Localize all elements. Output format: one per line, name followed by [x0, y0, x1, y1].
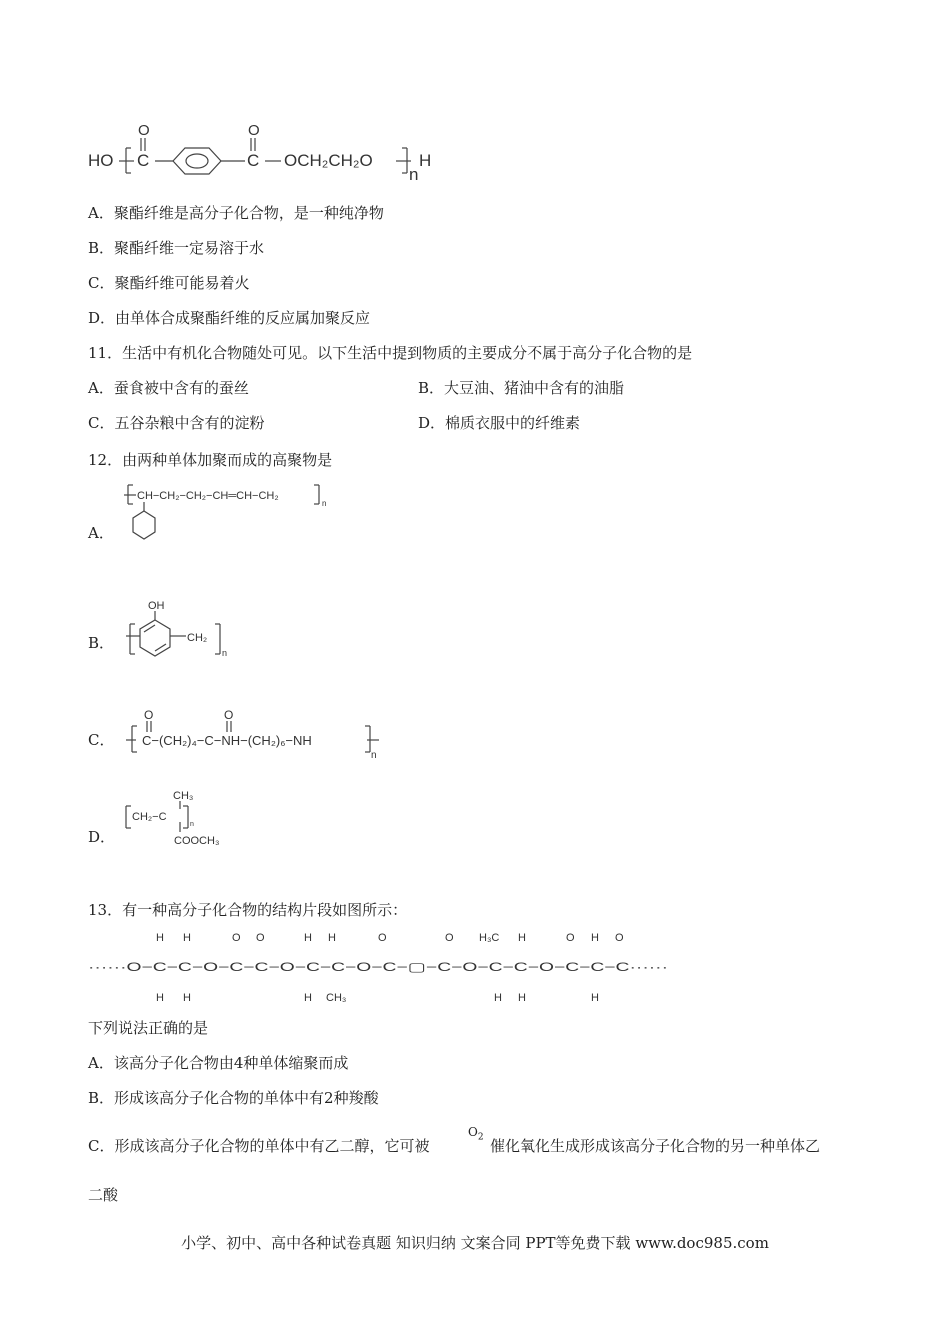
carbonyl-c1: C [137, 151, 150, 170]
q12-structure-d [120, 784, 260, 854]
svg-text:H: H [304, 992, 312, 1004]
q13-option-b: B．形成该高分子化合物的单体中有2种羧酸 [88, 1089, 379, 1107]
svg-text:CH₃: CH₃ [326, 992, 347, 1004]
svg-text:H: H [494, 992, 502, 1004]
q13-main-chain: ······O−C−C−O−C−C−O−C−C−O−C−▢−C−O−C−C−O−C−C−C······ [88, 960, 668, 974]
svg-text:O: O [378, 932, 387, 944]
q12-c-chain: C−(CH₂)₄−C−NH−(CH₂)₆−NH [142, 733, 312, 748]
svg-text:O: O [566, 932, 575, 944]
carbonyl-o1: O [138, 122, 150, 139]
svg-text:H: H [518, 992, 526, 1004]
q13-option-c-part1: C．形成该高分子化合物的单体中有乙二醇，它可被 [88, 1137, 430, 1155]
q10-option-c: C．聚酯纤维可能易着火 [88, 274, 250, 292]
ethylene-glycol-chain: OCH₂CH₂O [284, 151, 373, 170]
q12-label-b: B． [88, 634, 115, 652]
svg-text:H: H [304, 932, 312, 944]
svg-text:H: H [591, 992, 599, 1004]
q11-option-d: D．棉质衣服中的纤维素 [418, 414, 581, 432]
q11-option-b: B．大豆油、猪油中含有的油脂 [418, 379, 625, 397]
q12-d-ch3: CH₃ [173, 790, 194, 802]
q13-prompt: 下列说法正确的是 [88, 1019, 209, 1037]
svg-text:H: H [183, 932, 191, 944]
q12-c-o1: O [144, 708, 154, 722]
q12-label-c: C． [88, 731, 115, 749]
q12-label-d: D． [88, 828, 116, 846]
q13-option-c-o2: $O_2$ [468, 1125, 484, 1143]
svg-text:O: O [615, 932, 624, 944]
page-footer: 小学、初中、高中各种试卷真题 知识归纳 文案合同 PPT等免费下载 www.doc985.com [181, 1234, 769, 1252]
end-h: H [419, 151, 432, 170]
svg-text:H: H [328, 932, 336, 944]
benzene-ring [173, 148, 221, 174]
q10-option-d: D．由单体合成聚酯纤维的反应属加聚反应 [88, 309, 371, 327]
carbonyl-c2: C [247, 151, 260, 170]
q12-b-n: n [222, 648, 228, 658]
q12-c-n: n [371, 750, 377, 761]
svg-text:H: H [591, 932, 599, 944]
q11-option-c: C．五谷杂粮中含有的淀粉 [88, 414, 265, 432]
q10-option-a: A．聚酯纤维是高分子化合物，是一种纯净物 [88, 204, 384, 222]
q13-option-c-part2: 催化氧化生成形成该高分子化合物的另一种单体乙 [490, 1137, 821, 1155]
carbonyl-o2: O [248, 122, 260, 139]
q12-d-cooch3: COOCH₃ [174, 835, 220, 847]
q12-a-n: n [322, 499, 327, 508]
repeat-n: n [409, 165, 419, 184]
q12-a-benzene [133, 511, 155, 539]
q12-d-n: n [190, 821, 194, 828]
svg-text:H: H [156, 932, 164, 944]
polyester-formula [85, 118, 445, 188]
q13-top-substituents [156, 932, 624, 944]
q12-structure-b [118, 596, 248, 666]
q12-stem: 12．由两种单体加聚而成的高聚物是 [88, 451, 333, 469]
q13-option-a: A．该高分子化合物由4种单体缩聚而成 [88, 1054, 349, 1072]
ho-label: HO [88, 151, 114, 170]
svg-text:O: O [256, 932, 265, 944]
q12-a-chain: CH−CH₂−CH₂−CH═CH−CH₂ [137, 490, 279, 502]
q12-label-a: A． [88, 524, 114, 542]
svg-text:O: O [232, 932, 241, 944]
q12-structure-a [122, 480, 352, 545]
q12-d-chain: CH₂−C [132, 811, 167, 823]
q12-structure-c [122, 706, 392, 766]
q13-polymer-fragment [88, 928, 678, 1008]
q11-stem: 11．生活中有机化合物随处可见。以下生活中提到物质的主要成分不属于高分子化合物的是 [88, 344, 693, 362]
q12-c-o2: O [224, 708, 234, 722]
q13-option-c-cont: 二酸 [88, 1186, 119, 1204]
q12-b-ch2: CH₂ [187, 632, 208, 644]
q10-option-b: B．聚酯纤维一定易溶于水 [88, 239, 265, 257]
svg-text:H₃C: H₃C [479, 932, 500, 944]
q12-b-oh: OH [148, 600, 165, 612]
svg-text:H: H [183, 992, 191, 1004]
q11-option-a: A．蚕食被中含有的蚕丝 [88, 379, 249, 397]
svg-text:H: H [156, 992, 164, 1004]
svg-text:H: H [518, 932, 526, 944]
q13-stem: 13．有一种高分子化合物的结构片段如图所示： [88, 901, 408, 919]
svg-text:O: O [445, 932, 454, 944]
q13-bottom-substituents [156, 992, 599, 1004]
